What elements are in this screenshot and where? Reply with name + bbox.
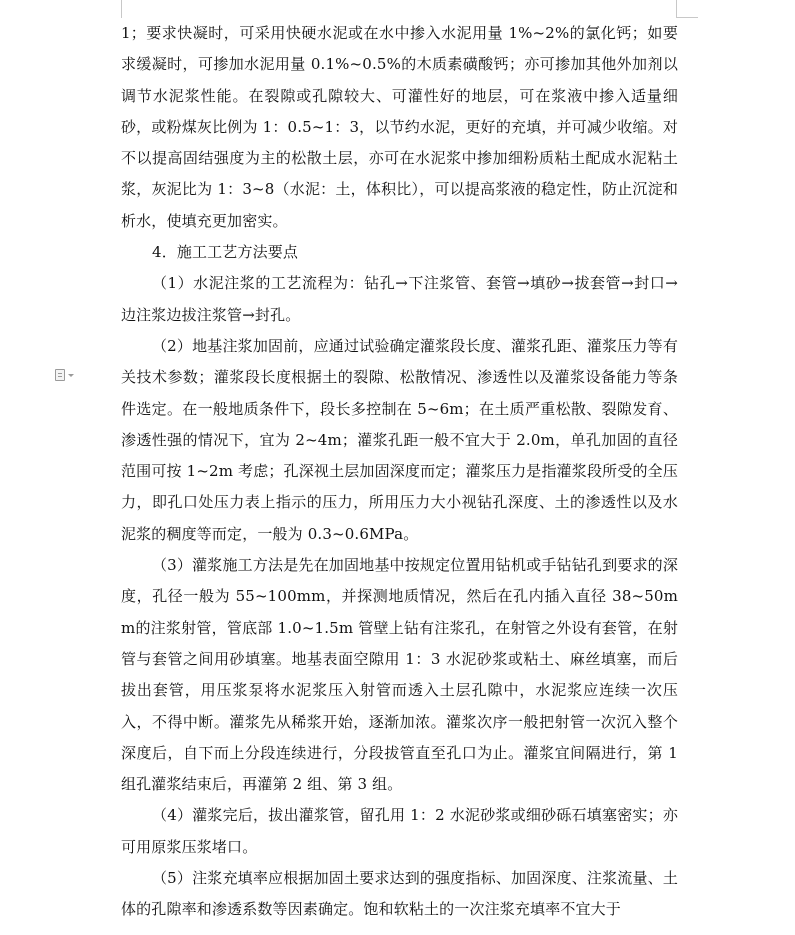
crop-mark-top-right-vertical [676, 0, 677, 18]
body-paragraph: （5）注浆充填率应根据加固土要求达到的强度指标、加固深度、注浆流量、土体的孔隙率和渗透系数等因素确定。饱和软粘土的一次注浆充填率不宜大于 [121, 869, 678, 919]
chevron-down-icon [68, 374, 74, 377]
section-heading: 4．施工工艺方法要点 [152, 243, 299, 262]
crop-mark-top-right-horizontal [676, 17, 698, 18]
document-outline-icon [55, 369, 65, 381]
body-paragraph: （1）水泥注浆的工艺流程为：钻孔→下注浆管、套管→填砂→拔套管→封口→边注浆边拔注浆管→封孔。 [121, 274, 678, 324]
paragraph-outline-menu[interactable] [55, 368, 81, 382]
body-paragraph: （2）地基注浆加固前，应通过试验确定灌浆段长度、灌浆孔距、灌浆压力等有关技术参数；灌浆段长度根据土的裂隙、松散情况、渗透性以及灌浆设备能力等条件选定。在一般地质条件下，段长多控制在 5~6m；在土质严重松散、裂隙发育、渗透性强的情况下，宜为 2~4m；灌浆孔距一般不宜大于 2.0m，单孔加固的直径范围可按 1~2m 考虑；孔深视土层加固深度而定；灌浆压力是指灌浆段所受的全压力，即孔口处压力表上指示的压力，所用压力大小视钻孔深度、土的渗透性以及水泥浆的稠度等而定，一般为 0.3~0.6MPa。 [121, 336, 678, 543]
body-paragraph: （4）灌浆完后，拔出灌浆管，留孔用 1：2 水泥砂浆或细砂砾石填塞密实；亦可用原浆压浆堵口。 [121, 806, 678, 856]
crop-mark-top-left [121, 0, 122, 18]
body-paragraph: 1；要求快凝时，可采用快硬水泥或在水中掺入水泥用量 1%~2%的氯化钙；如要求缓凝时，可掺加水泥用量 0.1%~0.5%的木质素磺酸钙；亦可掺加其他外加剂以调节水泥浆性能。在裂隙或孔隙较大、可灌性好的地层，可在浆液中掺入适量细砂，或粉煤灰比例为 1：0.5~1：3，以节约水泥，更好的充填，并可减少收缩。对不以提高固结强度为主的松散土层，亦可在水泥浆中掺加细粉质粘土配成水泥粘土浆，灰泥比为 1：3~8（水泥：土，体积比），可以提高浆液的稳定性，防止沉淀和析水，使填充更加密实。 [121, 24, 678, 230]
body-paragraph: （3）灌浆施工方法是先在加固地基中按规定位置用钻机或手钻钻孔到要求的深度，孔径一般为 55~100mm，并探测地质情况，然后在孔内插入直径 38~50mm的注浆射管，管底部 1.0~1.5m 管壁上钻有注浆孔，在射管之外设有套管，在射管与套管之间用砂填塞。地基表面空隙用 1：3 水泥砂浆或粘土、麻丝填塞，而后拔出套管，用压浆泵将水泥浆压入射管而透入土层孔隙中，水泥浆应连续一次压入，不得中断。灌浆先从稀浆开始，逐渐加浓。灌浆次序一般把射管一次沉入整个深度后，自下而上分段连续进行，分段拔管直至孔口为止。灌浆宜间隔进行，第 1 组孔灌浆结束后，再灌第 2 组、第 3 组。 [121, 556, 678, 794]
document-body[interactable] [121, 18, 678, 926]
